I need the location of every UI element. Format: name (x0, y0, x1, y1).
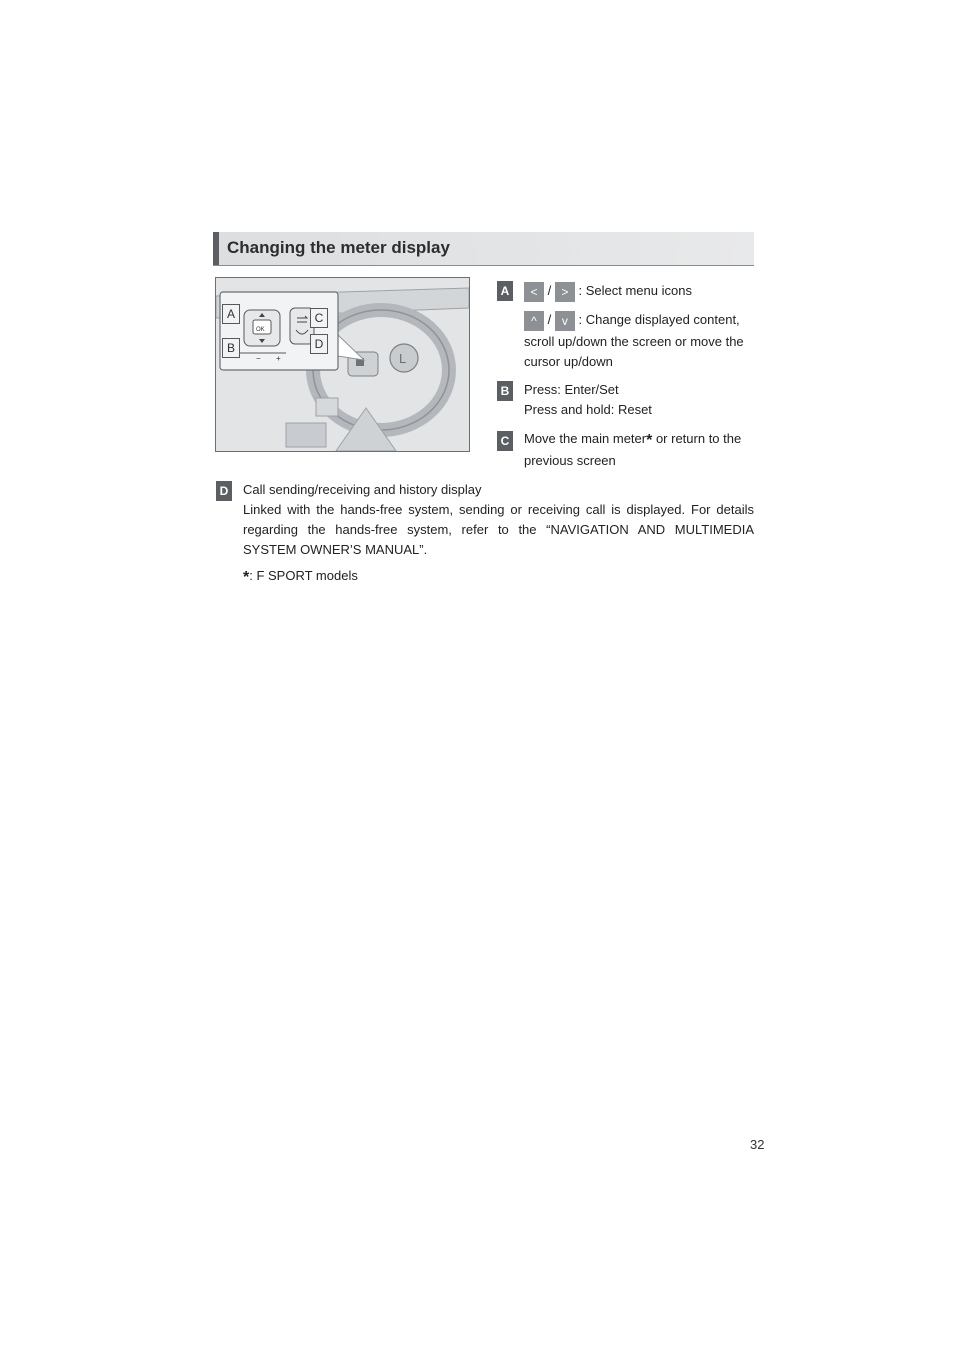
item-a-text-2c: cursor up/down (524, 354, 613, 369)
illustration-label-d: D (310, 334, 328, 354)
badge-c: C (497, 431, 513, 451)
page-number: 32 (750, 1137, 765, 1152)
chevron-up-icon: ^ (524, 311, 544, 331)
svg-text:L: L (399, 351, 407, 366)
chevron-right-icon: > (555, 282, 575, 302)
illustration-label-c: C (310, 308, 328, 328)
illustration-label-b: B (222, 338, 240, 358)
footnote (243, 566, 358, 588)
item-c-text-1b: or return to the (652, 431, 742, 446)
item-d-paragraph: Linked with the hands-free system, sending or receiving call is displayed. For details regarding the hands-free system, refer to the “NAVIGATION AND MULTIMEDIA SYSTEM OWNER’S MANUAL”. (243, 502, 754, 557)
section-header (213, 232, 754, 266)
badge-d: D (216, 481, 232, 501)
item-b-line-2: Press and hold: Reset (524, 402, 652, 417)
badge-a: A (497, 281, 513, 301)
steering-wheel-drawing (216, 278, 469, 451)
item-c-text-1a: Move the main meter (524, 431, 647, 446)
item-a-line-1 (524, 281, 692, 302)
section-title: Changing the meter display (227, 238, 450, 257)
item-a-text-2a: : Change displayed content, (578, 312, 740, 327)
asterisk-mark: * (646, 432, 653, 449)
illustration-label-a: A (222, 304, 240, 324)
svg-text:−: − (256, 354, 261, 363)
footnote-text: : F SPORT models (249, 568, 358, 583)
badge-b: B (497, 381, 513, 401)
section-header-accent-bar (213, 232, 219, 265)
item-a-line-2 (524, 310, 754, 331)
svg-text:+: + (276, 354, 281, 363)
chevron-down-icon: v (555, 311, 575, 331)
item-c-line-2: previous screen (524, 453, 616, 468)
footnote-mark: * (243, 569, 250, 586)
item-b-line-1: Press: Enter/Set (524, 382, 619, 397)
steering-switch-illustration (215, 277, 470, 452)
svg-text:OK: OK (256, 327, 265, 333)
chevron-left-icon: < (524, 282, 544, 302)
item-a-text-1: : Select menu icons (578, 283, 692, 298)
item-d-line-1: Call sending/receiving and history display (243, 482, 482, 497)
key-separator: / (547, 283, 552, 298)
key-separator: / (547, 312, 552, 327)
item-a-text-2b: scroll up/down the screen or move the (524, 334, 744, 349)
item-c-line-1 (524, 429, 741, 451)
